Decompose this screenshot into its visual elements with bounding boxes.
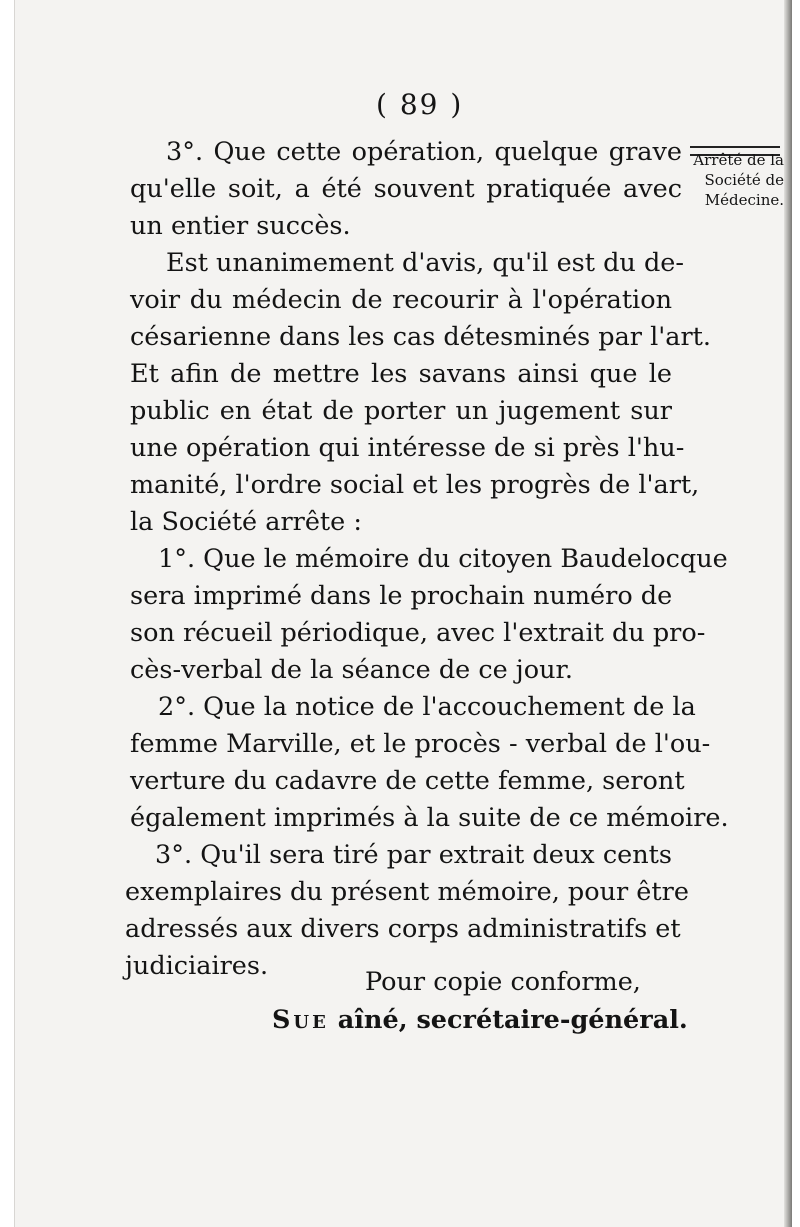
text-line: 3°. Qu'il sera tiré par extrait deux cents — [155, 840, 672, 870]
margin-note — [686, 150, 784, 210]
text-line: adressés aux divers corps administratifs et — [125, 914, 681, 944]
text-line: sera imprimé dans le prochain numéro de — [130, 581, 673, 611]
text-line: Est unanimement d'avis, qu'il est du de- — [166, 248, 684, 278]
signature — [272, 1002, 688, 1039]
signature-line: Pour copie conforme, — [365, 967, 641, 997]
text-line: la Société arrête : — [130, 507, 362, 537]
text-line: Et afin de mettre les savans ainsi que le — [130, 359, 672, 389]
page-edge — [784, 0, 792, 1227]
text-line: une opération qui intéresse de si près l'hu- — [130, 433, 685, 463]
text-line: un entier succès. — [130, 211, 351, 241]
text-line: verture du cadavre de cette femme, seront — [130, 766, 685, 796]
margin-note-line: Arrêté de la — [693, 151, 784, 169]
text-line: cès-verbal de la séance de ce jour. — [130, 655, 573, 685]
text-line: manité, l'ordre social et les progrès de l'art, — [130, 470, 700, 500]
signature-title: aîné, secrétaire-général. — [328, 1005, 688, 1035]
text-line: exemplaires du présent mémoire, pour être — [125, 877, 689, 907]
text-line: son récueil périodique, avec l'extrait du pro- — [130, 618, 706, 648]
text-line: également imprimés à la suite de ce mémoire. — [130, 803, 729, 833]
text-line: 1°. Que le mémoire du citoyen Baudelocque — [158, 544, 728, 574]
margin-note-line: Médecine. — [704, 191, 784, 209]
text-line: césarienne dans les cas détesminés par l'art. — [130, 322, 712, 352]
page-number: ( 89 ) — [376, 88, 464, 121]
text-line: judiciaires. — [125, 951, 269, 981]
text-line: 2°. Que la notice de l'accouchement de la — [158, 692, 696, 722]
text-line: femme Marville, et le procès - verbal de l'ou- — [130, 729, 711, 759]
text-line: qu'elle soit, a été souvent pratiquée avec — [130, 174, 682, 204]
text-line: voir du médecin de recourir à l'opération — [130, 285, 672, 315]
text-line: 3°. Que cette opération, quelque grave — [166, 137, 682, 167]
signature-name: Sue — [272, 1005, 329, 1035]
text-line: public en état de porter un jugement sur — [130, 396, 672, 426]
margin-note-line: Société de — [704, 171, 784, 189]
